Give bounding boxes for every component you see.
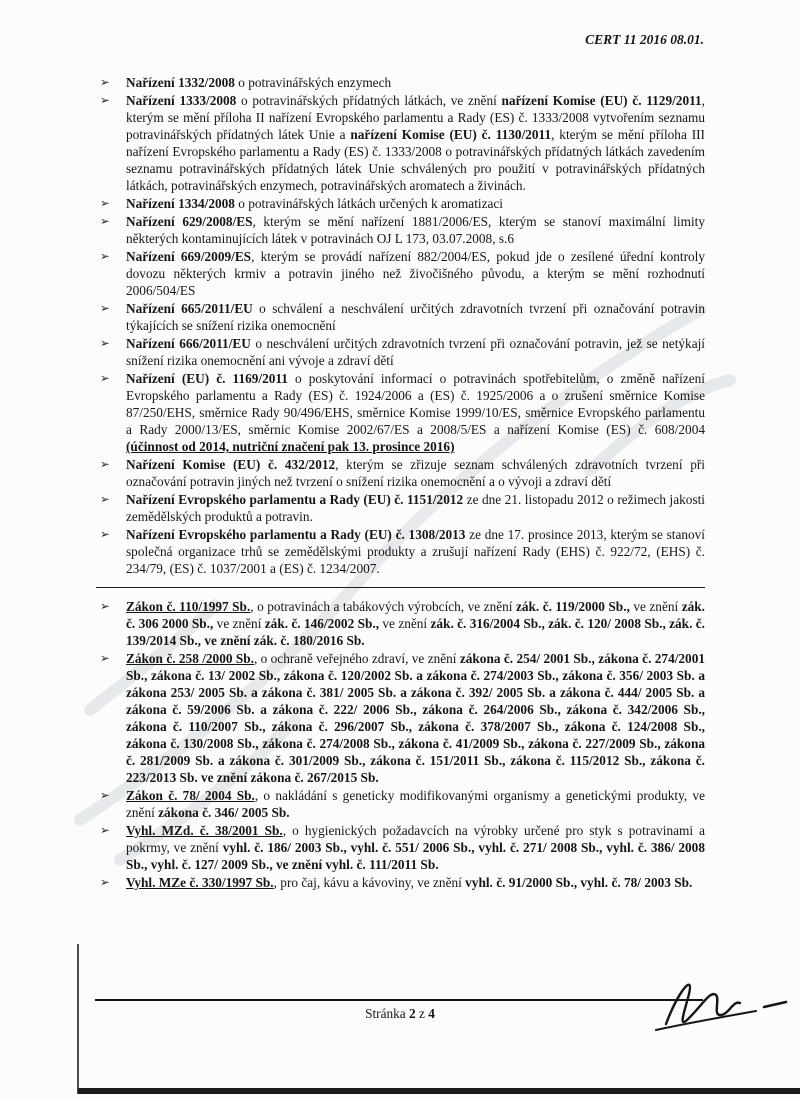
text-segment: Nařízení 629/2008/ES xyxy=(126,214,253,229)
arrow-bullet-icon: ➢ xyxy=(100,492,110,506)
text-segment: o potravinářských enzymech xyxy=(234,75,392,90)
text-segment: Nařízení 669/2009/ES xyxy=(126,249,252,264)
text-segment: Nařízení 1334/2008 xyxy=(126,196,235,211)
list-item xyxy=(100,335,705,369)
list-item xyxy=(100,787,705,821)
law-list xyxy=(100,598,705,891)
text-segment: zákona č. 346/ 2005 Sb. xyxy=(158,805,290,820)
text-segment: , o ochraně veřejného zdraví, ve znění xyxy=(253,651,460,666)
text-segment: zák. č. 146/2002 Sb., xyxy=(264,616,380,631)
text-segment: zák. č. 306 2000 Sb., xyxy=(126,599,705,631)
text-segment: (účinnost od 2014, nutriční značení pak 13. prosince 2016) xyxy=(126,439,455,454)
list-item-text xyxy=(126,335,705,369)
text-segment: , kterým se mění příloha III nařízení Evropského parlamentu a Rady (ES) č. 1333/2008 o potravinářských přídatných látkách zavedením seznamu potravinářských přídatných látek Unie schválených pro použití v potravinářských přídatných látkách, potravinářských enzymech, potravinářských aromatech a živinách. xyxy=(126,127,705,193)
list-item xyxy=(100,456,705,490)
arrow-bullet-icon: ➢ xyxy=(100,651,110,665)
text-segment: ve znění xyxy=(379,616,431,631)
list-item-text xyxy=(126,456,705,490)
list-item xyxy=(100,300,705,334)
text-segment: Nařízení Evropského parlamentu a Rady (EU) č. 1308/2013 xyxy=(126,527,466,542)
list-item-text xyxy=(126,300,705,334)
text-segment: , pro čaj, kávu a kávoviny, ve znění xyxy=(273,875,466,890)
list-item xyxy=(100,370,705,455)
text-segment: Vyhl. MZe č. 330/1997 Sb. xyxy=(126,875,274,890)
list-item-text xyxy=(126,787,705,821)
text-segment: Stránka xyxy=(365,1006,410,1021)
list-item-text xyxy=(126,598,705,649)
list-item-text xyxy=(126,650,705,786)
text-segment: Nařízení 1333/2008 xyxy=(126,93,237,108)
list-item-text xyxy=(126,248,705,299)
text-segment: zák. č. 119/2000 Sb., xyxy=(515,599,630,614)
text-segment: Zákon č. 110/1997 Sb. xyxy=(126,599,251,614)
text-segment: zákona č. 254/ 2001 Sb., zákona č. 274/2001 Sb., zákona č. 13/ 2002 Sb., zákona č. 120/2002 Sb. a zákona č. 274/2003 Sb., zákona č. 356/ 2003 Sb. a zákona 253/ 2005 Sb. a zákona č. 381/ 2005 Sb. a zákona č. 392/ 2005 Sb. a zákona č. 444/ 2005 Sb. a zákona č. 59/2006 Sb. a zákona č. 222/ 2006 Sb., zákona č. 264/2006 Sb., zákona č. 342/2006 Sb., zákona č. 110/2007 Sb., zákona č. 296/2007 Sb., zákona č. 378/2007 Sb., zákona č. 124/2008 Sb., zákona č. 130/2008 Sb., zákona č. 274/2008 Sb., zákona č. 41/2009 Sb., zákona č. 227/2009 Sb., zákona č. 281/2009 Sb. a zákona č. 301/2009 Sb., zákona č. 151/2011 Sb., zákona č. 115/2012 Sb., zákona č. 223/2013 Sb. ve znění zákona č. 267/2015 Sb. xyxy=(126,651,706,785)
list-item-text xyxy=(126,370,705,455)
document-reference: CERT 11 2016 08.01. xyxy=(585,32,704,47)
text-segment: Nařízení 666/2011/EU xyxy=(126,336,251,351)
text-segment: , kterým se provádí nařízení 882/2004/ES, pokud jde o zesílené úřední kontroly dovozu některých krmiv a potravin jiného než živočišného původu, a kterým se mění rozhodnutí 2006/504/ES xyxy=(126,249,705,298)
text-segment: Nařízení 665/2011/EU xyxy=(126,301,253,316)
list-item xyxy=(100,491,705,525)
arrow-bullet-icon: ➢ xyxy=(100,823,110,837)
arrow-bullet-icon: ➢ xyxy=(100,75,110,89)
text-segment: Zákon č. 78/ 2004 Sb. xyxy=(126,788,255,803)
arrow-bullet-icon: ➢ xyxy=(100,875,110,889)
text-segment: nařízení Komise (EU) č. 1129/2011 xyxy=(501,93,702,108)
list-item xyxy=(100,598,705,649)
text-segment: vyhl. č. 91/2000 Sb., vyhl. č. 78/ 2003 Sb. xyxy=(465,875,693,890)
list-item-text xyxy=(126,213,705,247)
text-segment: zák. č. 316/2004 Sb., zák. č. 120/ 2008 Sb., zák. č. 139/2014 Sb., ve znění zák. č. 180/2016 Sb. xyxy=(126,616,705,648)
list-item-text xyxy=(126,526,705,577)
list-item-text xyxy=(126,74,705,91)
text-segment: Nařízení Komise (EU) č. 432/2012 xyxy=(126,457,336,472)
text-segment: , kterým se mění nařízení 1881/2006/ES, kterým se stanoví maximální limity některých kontaminujících látek v potravinách OJ L 173, 03.07.2008, s.6 xyxy=(126,214,705,246)
list-item-text xyxy=(126,195,705,212)
list-item xyxy=(100,74,705,91)
text-segment: ze dne 17. prosince 2013, kterým se stanoví společná organizace trhů se zemědělskými produkty a zrušují nařízení Rady (EHS) č. 922/72, (EHS) č. 234/79, (ES) č. 1037/2001 a (ES) č. 1234/2007. xyxy=(126,527,705,576)
arrow-bullet-icon: ➢ xyxy=(100,336,110,350)
list-item xyxy=(100,874,705,891)
section-divider xyxy=(96,587,705,588)
text-segment: vyhl. č. 186/ 2003 Sb., vyhl. č. 551/ 2006 Sb., vyhl. č. 271/ 2008 Sb., vyhl. č. 386/ 2008 Sb., vyhl. č. 127/ 2009 Sb., ve znění vyhl. č. 111/2011 Sb. xyxy=(126,840,705,872)
arrow-bullet-icon: ➢ xyxy=(100,457,110,471)
text-segment: o potravinářských přídatných látkách, ve znění xyxy=(236,93,502,108)
list-item-text xyxy=(126,92,705,194)
scan-artifact-bottom xyxy=(78,1088,800,1094)
list-item xyxy=(100,650,705,786)
arrow-bullet-icon: ➢ xyxy=(100,214,110,228)
text-segment: o schválení a neschválení určitých zdravotních tvrzení při označování potravin týkajících se snížení rizika onemocnění xyxy=(126,301,705,333)
text-segment: , kterým se mění příloha II nařízení Evropského parlamentu a Rady (ES) č. 1333/2008 vytvořením seznamu potravinářských přídatných látek Unie a xyxy=(126,93,705,142)
text-segment: Zákon č. 258 /2000 Sb. xyxy=(126,651,254,666)
list-item xyxy=(100,526,705,577)
text-segment: z xyxy=(415,1006,429,1021)
list-item-text xyxy=(126,491,705,525)
text-segment: , o hygienických požadavcích na výrobky určené pro styk s potravinami a pokrmy, ve znění xyxy=(126,823,706,855)
text-segment: nařízení Komise (EU) č. 1130/2011 xyxy=(350,127,552,142)
arrow-bullet-icon: ➢ xyxy=(100,788,110,802)
text-segment: , o nakládání s geneticky modifikovanými organismy a genetickými produkty, ve znění xyxy=(126,788,705,820)
footer-rule xyxy=(95,999,703,1001)
text-segment: ze dne 21. listopadu 2012 o režimech jakosti zemědělských produktů a potravin. xyxy=(126,492,705,524)
list-item xyxy=(100,92,705,194)
list-item-text xyxy=(126,874,705,891)
text-segment: 2 xyxy=(409,1006,416,1021)
list-item xyxy=(100,822,705,873)
scan-artifact-left xyxy=(77,944,79,1094)
text-segment: o neschválení určitých zdravotních tvrzení při označování potravin, jež se netýkají snížení rizika onemocnění ani vývoje a zdraví dětí xyxy=(126,336,705,368)
signature-icon xyxy=(652,962,792,1052)
regulation-list xyxy=(100,74,705,577)
document-body xyxy=(100,74,705,892)
text-segment: ve znění xyxy=(213,616,265,631)
text-segment: ve znění xyxy=(629,599,682,614)
text-segment: 4 xyxy=(428,1006,435,1021)
list-item-text xyxy=(126,822,705,873)
text-segment: Nařízení Evropského parlamentu a Rady (EU) č. 1151/2012 xyxy=(126,492,464,507)
list-item xyxy=(100,195,705,212)
text-segment: o poskytování informací o potravinách spotřebitelům, o změně nařízení Evropského parlamentu a Rady (ES) č. 1924/2006 a (ES) č. 1925/2006 a o zrušení směrnice Komise 87/250/EHS, směrnice Rady 90/496/EHS, směrnice Komise 1999/10/ES, směrnice Evropského parlamentu a Rady 2000/13/ES, směrnic Komise 2002/67/ES a 2008/5/ES a nařízení Komise (ES) č. 608/2004 xyxy=(126,371,706,437)
list-item xyxy=(100,213,705,247)
arrow-bullet-icon: ➢ xyxy=(100,93,110,107)
arrow-bullet-icon: ➢ xyxy=(100,527,110,541)
text-segment: Nařízení (EU) č. 1169/2011 xyxy=(126,371,288,386)
arrow-bullet-icon: ➢ xyxy=(100,599,110,613)
list-item xyxy=(100,248,705,299)
arrow-bullet-icon: ➢ xyxy=(100,371,110,385)
text-segment: Vyhl. MZd. č. 38/2001 Sb. xyxy=(126,823,283,838)
text-segment: , kterým se zřizuje seznam schválených zdravotních tvrzení při označování potravin jiných než tvrzení o snížení rizika onemocnění a o vývoji a zdraví dětí xyxy=(126,457,705,489)
arrow-bullet-icon: ➢ xyxy=(100,249,110,263)
text-segment: o potravinářských látkách určených k aromatizaci xyxy=(234,196,503,211)
text-segment: , o potravinách a tabákových výrobcích, ve znění xyxy=(250,599,516,614)
arrow-bullet-icon: ➢ xyxy=(100,301,110,315)
arrow-bullet-icon: ➢ xyxy=(100,196,110,210)
text-segment: Nařízení 1332/2008 xyxy=(126,75,235,90)
